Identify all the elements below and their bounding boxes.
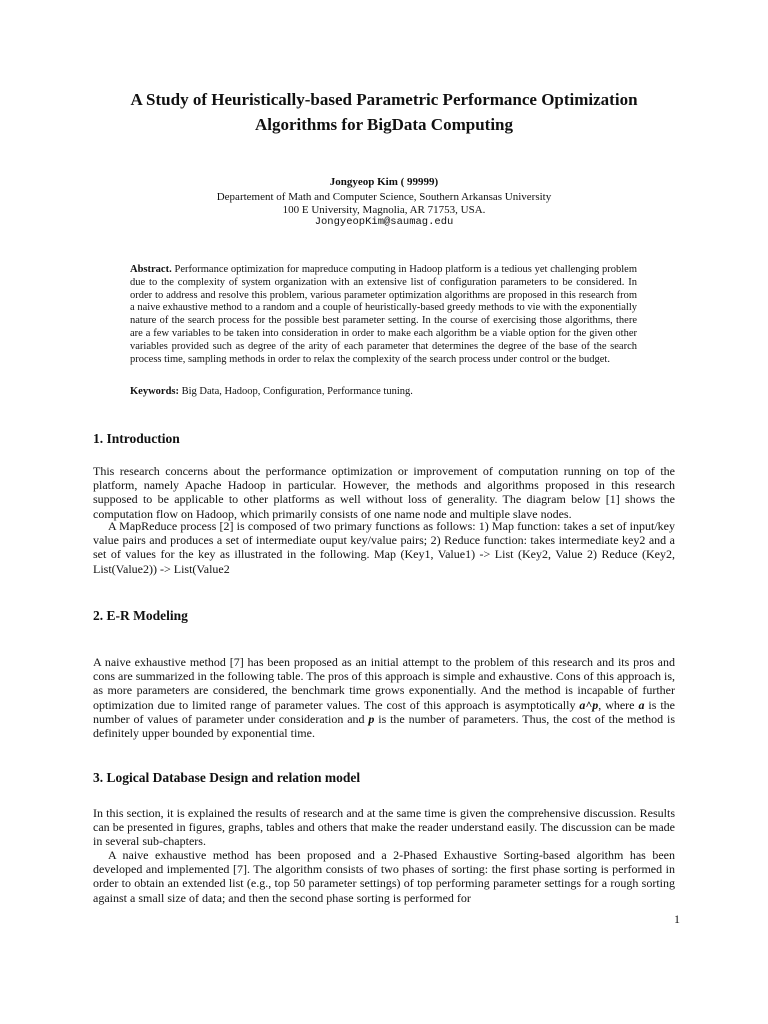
variable-p: p	[368, 711, 375, 726]
author-email: JongyeopKim@saumag.edu	[314, 216, 454, 228]
section-heading-database-design: 3. Logical Database Design and relation model	[93, 770, 361, 785]
author-name: Jongyeop Kim ( 99999)	[329, 176, 439, 188]
keywords-label: Keywords:	[130, 386, 179, 397]
db-paragraph-2: A naive exhaustive method has been proposed and a 2-Phased Exhaustive Sorting-based algorithm has been developed and implemented [7]. The algorithm consists of two phases of sorting: the first phase sorting is performed in order to obtain an extended list (e.g., top 50 parameter settings) of top performing parameter settings for a rough sorting against a small size of data; and then the second phase sorting is performed for	[93, 848, 675, 905]
intro-paragraph-1: This research concerns about the performance optimization or improvement of computation running on top of the platform, namely Apache Hadoop in particular. However, the methods and algorithms proposed in this research supposed to be applicable to other platforms as well without loss of generality. The diagram below [1] shows the computation flow on Hadoop, which primarily consists of one name node and multiple slave nodes.	[93, 464, 675, 521]
keywords-text: Big Data, Hadoop, Configuration, Performance tuning.	[181, 386, 413, 397]
er-text-4: is the number of parameters. Thus, the cost of the method is definitely upper bounded by exponential time.	[93, 711, 675, 741]
section-heading-er-modeling: 2. E-R Modeling	[93, 608, 188, 623]
abstract-text: Performance optimization for mapreduce computing in Hadoop platform is a tedious yet challenging problem due to the complexity of system organization with an extensive list of configuration parameters to be considered. In order to address and resolve this problem, various parameter optimization algorithms are proposed in this research from a naive exhaustive method to a random and a couple of heuristically-based greedy methods to vie with the exponentially nature of the search process for the possible best parameter setting. In the course of exercising those algorithms, there are a few variables to be taken into consideration in order to make each algorithm be a viable option for the given other variables provided such as degree of the arity of each parameter that determines the degree of the base of the search process time, sampling methods in order to relax the complexity of the search process under control or the budget.	[130, 264, 637, 365]
er-text-3: is the number of values of parameter under consideration and	[93, 697, 675, 726]
paper-title-line-2: Algorithms for BigData Computing	[255, 115, 513, 134]
abstract-label: Abstract.	[130, 264, 172, 275]
er-paragraph	[93, 655, 675, 740]
abstract	[130, 264, 637, 366]
intro-paragraph-2: A MapReduce process [2] is composed of two primary functions as follows: 1) Map function: takes a set of input/key value pairs and produces a set of intermediate ouput key/value pairs; 2) Reduce function: takes intermediate key2 and a set of values for the key as illustrated in the following. Map (Key1, Value1) -> List (Key2, Value 2) Reduce (Key2, List(Value2)) -> List(Value2	[93, 519, 675, 576]
author-affiliation: Departement of Math and Computer Science, Southern Arkansas University	[216, 191, 552, 203]
er-text-1: A naive exhaustive method [7] has been proposed as an initial attempt to the problem of this research and its pros and cons are summarized in the following table. The pros of this approach is simple and exhaustive. Cons of this approach is, as more parameters are considered, the benchmark time grows exponentially. And the method is incapable of further optimization due to limited range of parameter values. The cost of this approach is asymptotically	[93, 655, 675, 712]
page-number: 1	[674, 912, 680, 926]
er-text-2: , where	[598, 697, 639, 712]
variable-a: a	[638, 697, 645, 712]
db-paragraph-1: In this section, it is explained the results of research and at the same time is given the comprehensive discussion. Results can be presented in figures, graphs, tables and others that make the reader understand easily. The discussion can be made in several sub-chapters.	[93, 806, 675, 849]
paper-title-line-1: A Study of Heuristically-based Parametric Performance Optimization	[130, 90, 638, 109]
author-address: 100 E University, Magnolia, AR 71753, USA.	[282, 204, 486, 216]
section-heading-introduction: 1. Introduction	[93, 431, 180, 446]
keywords	[130, 386, 637, 399]
complexity-formula: a^p	[579, 697, 599, 712]
